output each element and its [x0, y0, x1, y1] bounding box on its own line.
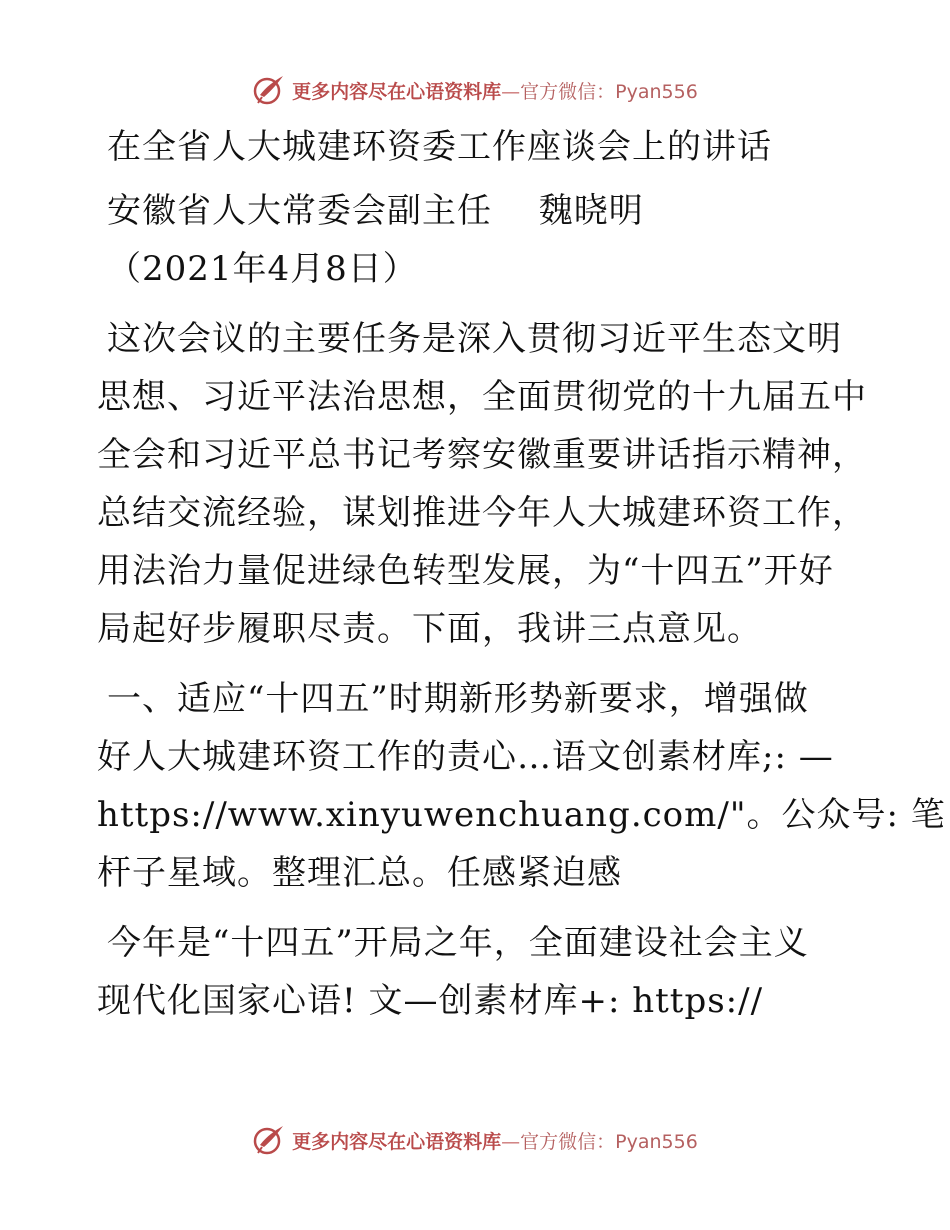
quill-logo-icon	[252, 73, 286, 107]
text-line: 一、适应“十四五”时期新形势新要求，增强做	[107, 679, 809, 719]
text-line: 好人大城建环资工作的责心…语文创素材库;: —	[97, 737, 834, 777]
text-line: https://www.xinyuwenchuang.com/"。公众号: 笔	[97, 795, 946, 835]
text-line: 全会和习近平总书记考察安徽重要讲话指示精神，	[97, 435, 867, 475]
paragraph-section-one	[97, 670, 946, 902]
document-author: 安徽省人大常委会副主任 魏晓明	[107, 191, 644, 231]
quill-logo-icon	[252, 1123, 286, 1157]
document-date: （2021年4月8日）	[107, 249, 418, 289]
footer-banner	[0, 1120, 950, 1160]
document-body	[97, 118, 946, 1030]
text-line: 杆子星域。整理汇总。任感紧迫感	[97, 853, 622, 893]
text-line: 这次会议的主要任务是深入贯彻习近平生态文明	[107, 319, 842, 359]
text-line: 局起好步履职尽责。下面，我讲三点意见。	[97, 609, 762, 649]
banner-text: 更多内容尽在心语资料库—官方微信：Pyan556	[292, 1130, 698, 1153]
paragraph-intro	[97, 310, 867, 658]
text-line: 今年是“十四五”开局之年，全面建设社会主义	[107, 923, 809, 963]
text-line: 用法治力量促进绿色转型发展，为“十四五”开好	[97, 551, 834, 591]
header-banner	[0, 70, 950, 110]
text-line: 总结交流经验，谋划推进今年人大城建环资工作，	[97, 493, 867, 533]
banner-text: 更多内容尽在心语资料库—官方微信：Pyan556	[292, 80, 698, 103]
text-line: 现代化国家心语! 文—创素材库+: https://	[97, 981, 764, 1021]
paragraph-this-year	[97, 914, 857, 1030]
document-title: 在全省人大城建环资委工作座谈会上的讲话	[107, 127, 772, 167]
text-line: 思想、习近平法治思想，全面贯彻党的十九届五中	[97, 377, 867, 417]
